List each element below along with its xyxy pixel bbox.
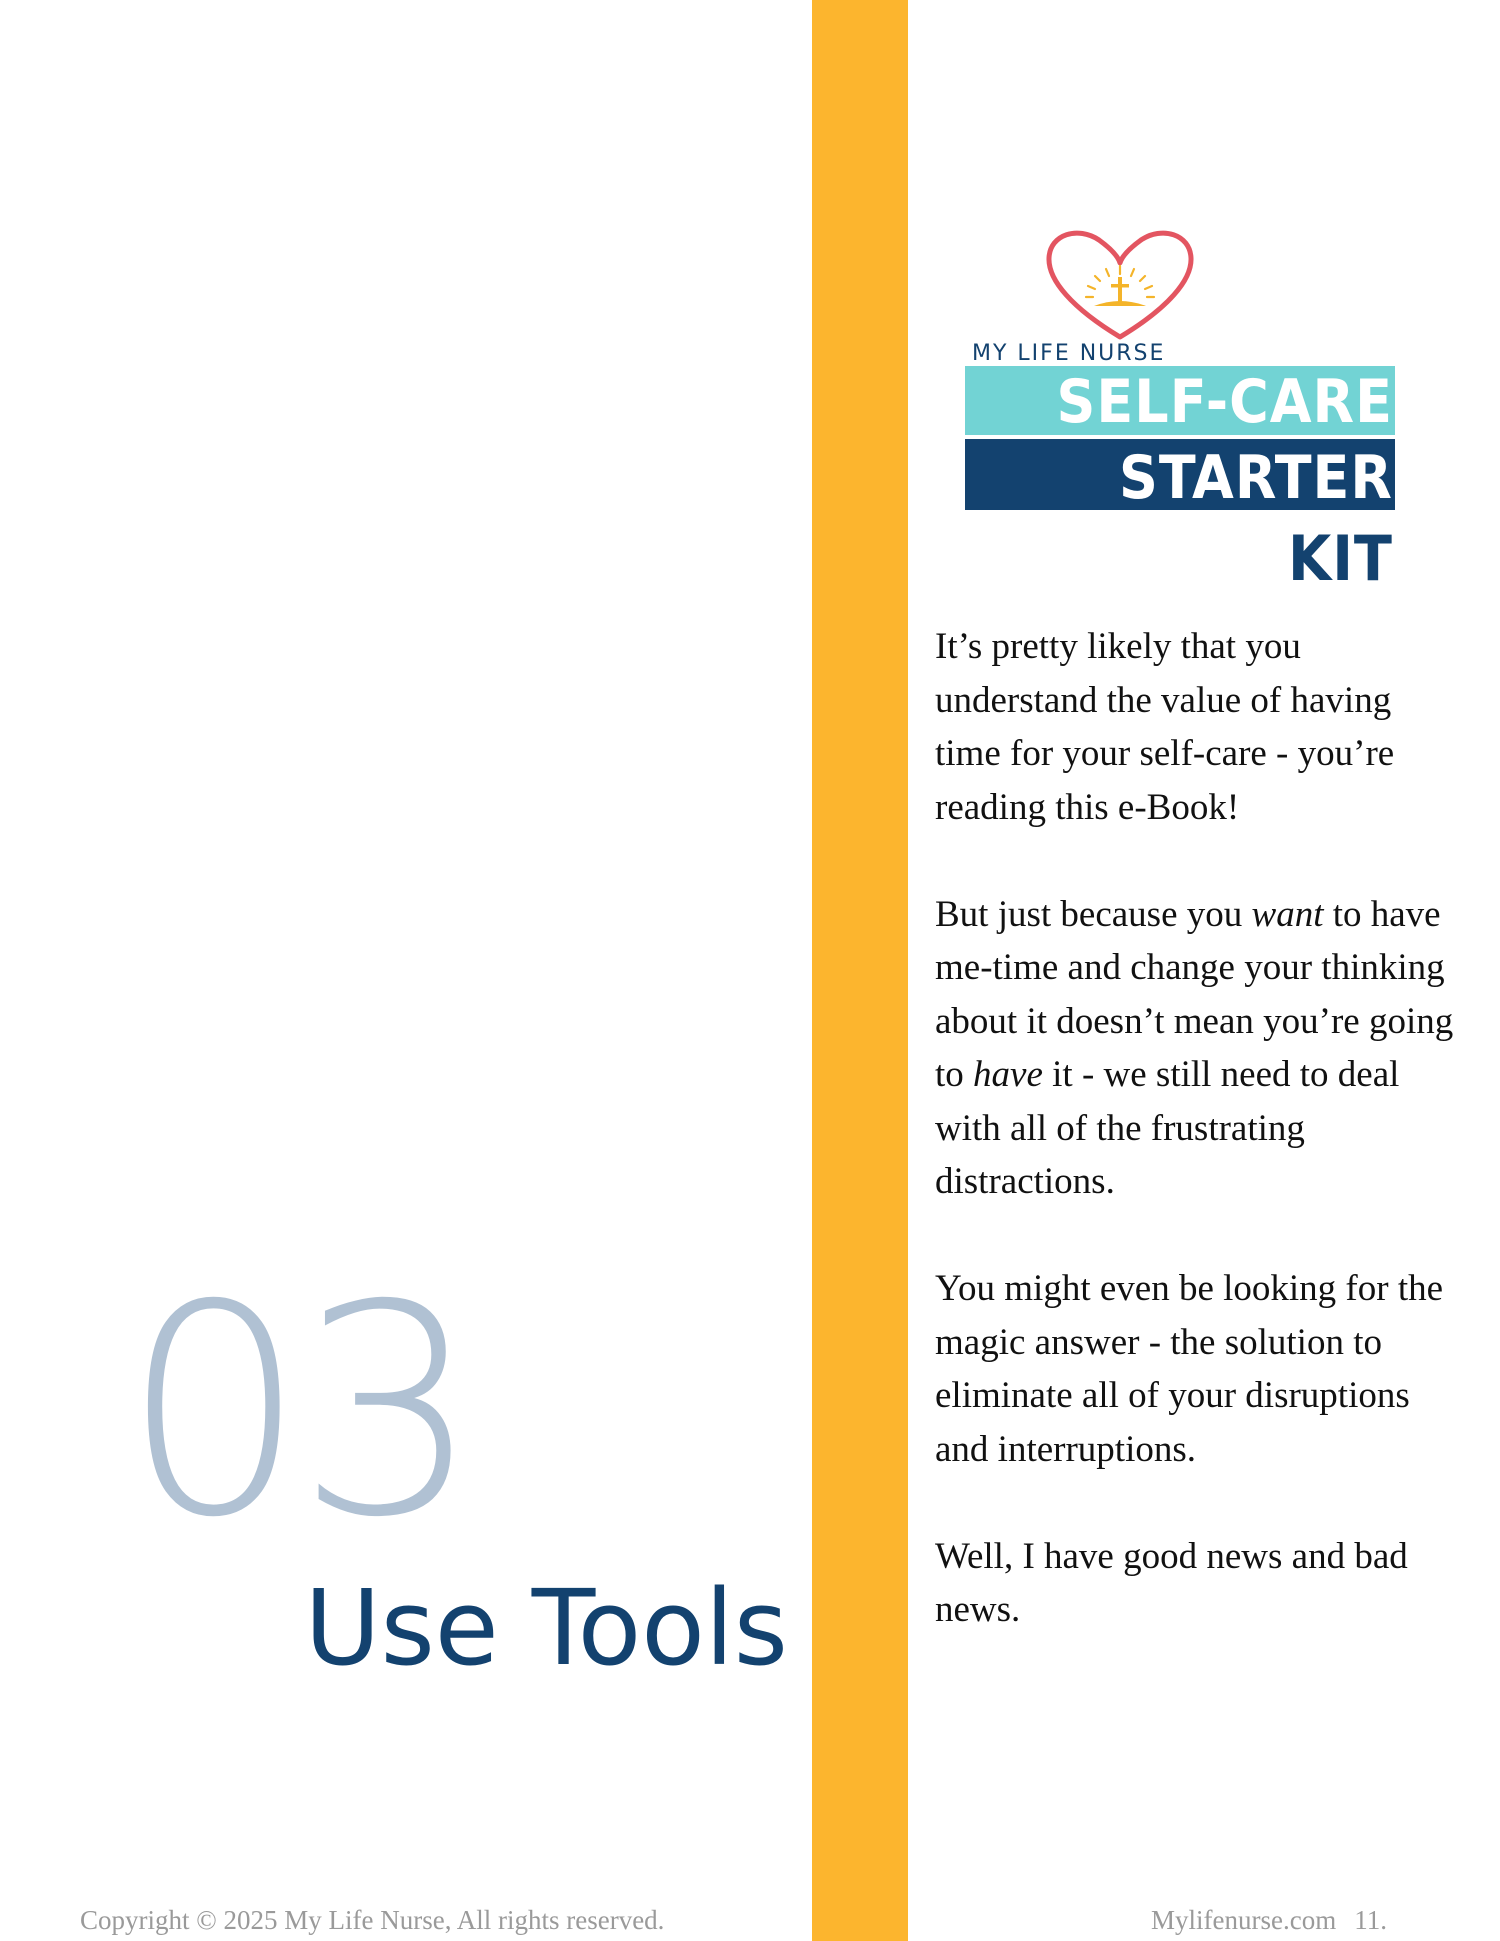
chapter-title: Use Tools — [304, 1567, 788, 1689]
paragraph-1: It’s pretty likely that you understand the value of having time for your self-care - you’re reading this e-Book! — [935, 626, 1395, 828]
paragraph-2-part-b: to have me-time and change your thinking about it doesn’t mean you’re going to — [935, 893, 1454, 1095]
paragraph-2-part-c: it - we still need to deal with all of the frustrating distractions. — [935, 1054, 1400, 1202]
paragraph-2-part-a: But just because you — [935, 893, 1252, 935]
paragraph-2-emphasis-have: have — [973, 1054, 1043, 1095]
chapter-number: 03 — [122, 1244, 472, 1581]
body-text — [935, 620, 1455, 1690]
self-care-starter-kit-logo — [960, 230, 1400, 590]
footer-copyright: Copyright © 2025 My Life Nurse, All rights reserved. — [80, 1905, 665, 1935]
logo-brand-text: MY LIFE NURSE — [972, 341, 1166, 366]
paragraph-3: You might even be looking for the magic answer - the solution to eliminate all of your disruptions and interruptions. — [935, 1268, 1444, 1470]
logo-line3-text: KIT — [1287, 522, 1393, 590]
logo-graphic — [960, 230, 1400, 590]
paragraph-2-emphasis-want: want — [1251, 893, 1324, 935]
page-number: 11. — [1354, 1905, 1387, 1935]
footer-site: Mylifenurse.com — [1151, 1905, 1337, 1935]
cross-icon — [1094, 277, 1146, 306]
footer-right — [1151, 1904, 1387, 1936]
logo-line1-text: SELF-CARE — [1056, 367, 1393, 437]
paragraph-2 — [935, 888, 1455, 1209]
logo-line2-text: STARTER — [1119, 443, 1393, 513]
accent-stripe — [812, 0, 908, 1941]
paragraph-4: Well, I have good news and bad news. — [935, 1535, 1408, 1630]
